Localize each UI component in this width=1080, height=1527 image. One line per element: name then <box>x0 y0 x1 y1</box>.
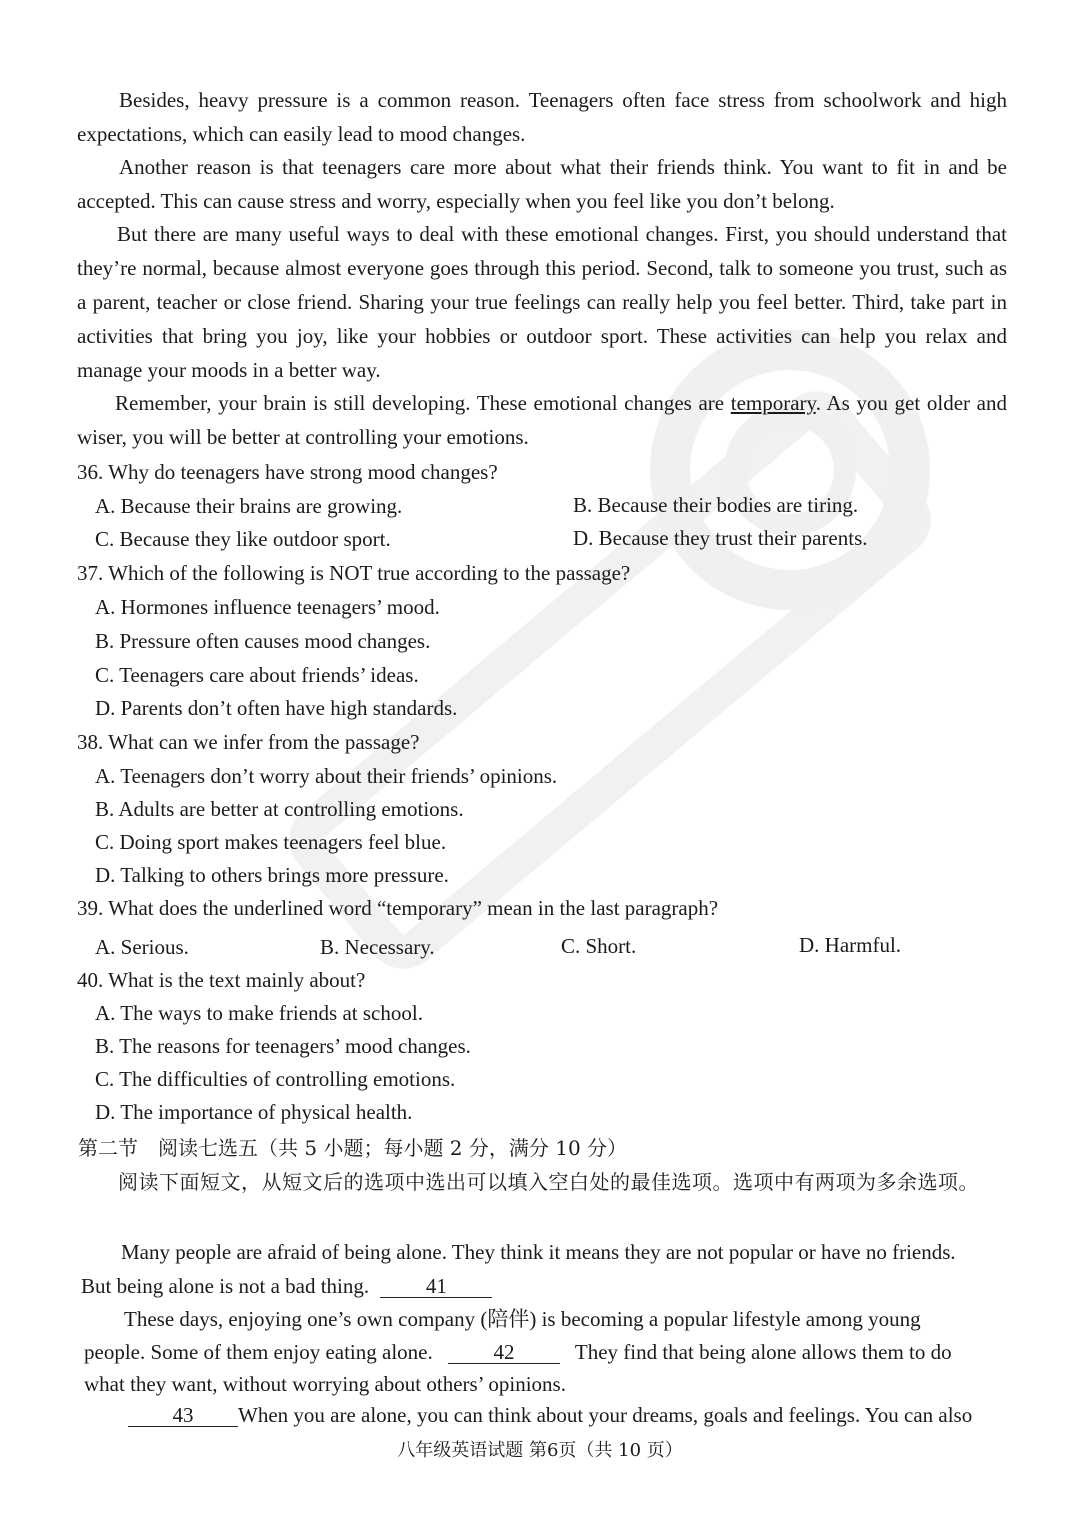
section-2-instruction: 阅读下面短文，从短文后的选项中选出可以填入空白处的最佳选项。选项中有两项为多余选项。 <box>118 1170 979 1194</box>
q39-option-b: B. Necessary. <box>320 935 435 959</box>
q38-option-a: A. Teenagers don’t worry about their friends’ opinions. <box>95 764 558 788</box>
q36-option-d: D. Because they trust their parents. <box>573 526 868 550</box>
q37-option-a: A. Hormones influence teenagers’ mood. <box>95 595 440 619</box>
q38-option-b: B. Adults are better at controlling emotions. <box>95 797 464 821</box>
passage-paragraph-1: Besides, heavy pressure is a common reason. Teenagers often face stress from schoolwork and high expectations, which can easily lead to mood changes. <box>77 88 1007 146</box>
q40-option-a: A. The ways to make friends at school. <box>95 1001 423 1025</box>
question-36-stem: 36. Why do teenagers have strong mood changes? <box>77 460 498 484</box>
q40-option-b: B. The reasons for teenagers’ mood changes. <box>95 1034 471 1058</box>
q37-option-c: C. Teenagers care about friends’ ideas. <box>95 663 419 687</box>
passage2-line-2 <box>81 1272 492 1300</box>
passage2-line-6 <box>128 1401 972 1429</box>
passage2-line-1: Many people are afraid of being alone. They think it means they are not popular or have no friends. <box>121 1240 956 1264</box>
passage2-line-6-text: When you are alone, you can think about your dreams, goals and feelings. You can also <box>238 1403 973 1427</box>
blank-43: 43 <box>128 1404 238 1427</box>
question-37-stem: 37. Which of the following is NOT true according to the passage? <box>77 561 631 585</box>
p4-text-before: Remember, your brain is still developing. These emotional changes are <box>115 391 731 415</box>
section-2-heading: 第二节 阅读七选五（共 5 小题；每小题 2 分，满分 10 分） <box>78 1136 628 1160</box>
q37-option-b: B. Pressure often causes mood changes. <box>95 629 431 653</box>
passage-paragraph-4 <box>77 386 1007 454</box>
passage2-line-5: what they want, without worrying about others’ opinions. <box>84 1372 566 1396</box>
q38-option-c: C. Doing sport makes teenagers feel blue. <box>95 830 447 854</box>
q39-option-d: D. Harmful. <box>799 933 902 957</box>
q38-option-d: D. Talking to others brings more pressure. <box>95 863 449 887</box>
question-38-stem: 38. What can we infer from the passage? <box>77 730 420 754</box>
page-footer: 八年级英语试题 第6页（共 10 页） <box>397 1440 683 1461</box>
question-40-stem: 40. What is the text mainly about? <box>77 968 366 992</box>
passage2-line-2-text: But being alone is not a bad thing. <box>81 1274 370 1298</box>
q40-option-c: C. The difficulties of controlling emotions. <box>95 1067 456 1091</box>
q37-option-d: D. Parents don’t often have high standards. <box>95 696 458 720</box>
passage2-line-3: These days, enjoying one’s own company (陪伴) is becoming a popular lifestyle among young <box>124 1307 921 1331</box>
q36-option-c: C. Because they like outdoor sport. <box>95 527 391 551</box>
passage-paragraph-3: But there are many useful ways to deal with these emotional changes. First, you should understand that they’re normal, because almost everyone goes through this period. Second, talk to someone you trust, such as a parent, teacher or close friend. Sharing your true feelings can really help you feel better. Third, take part in activities that bring you joy, like your hobbies or outdoor sport. These activities can help you relax and manage your moods in a better way. <box>77 222 1007 382</box>
q36-option-b: B. Because their bodies are tiring. <box>573 493 859 517</box>
question-39-stem: 39. What does the underlined word “temporary” mean in the last paragraph? <box>77 896 719 920</box>
q39-option-c: C. Short. <box>561 934 637 958</box>
passage2-line-4-text-after: They find that being alone allows them to do <box>574 1340 952 1364</box>
underlined-word: temporary <box>730 391 816 415</box>
q36-option-a: A. Because their brains are growing. <box>95 494 403 518</box>
p4-text-after: . As you get older and wiser, you will be better at controlling your emotions. <box>77 391 1007 449</box>
passage2-line-4 <box>84 1338 952 1366</box>
passage-paragraph-2: Another reason is that teenagers care more about what their friends think. You want to fit in and be accepted. This can cause stress and worry, especially when you feel like you don’t belong. <box>77 155 1007 213</box>
passage2-line-4-text-before: people. Some of them enjoy eating alone. <box>84 1340 433 1364</box>
blank-42: 42 <box>448 1341 560 1364</box>
q39-option-a: A. Serious. <box>95 935 189 959</box>
q40-option-d: D. The importance of physical health. <box>95 1100 413 1124</box>
blank-41: 41 <box>380 1275 492 1298</box>
